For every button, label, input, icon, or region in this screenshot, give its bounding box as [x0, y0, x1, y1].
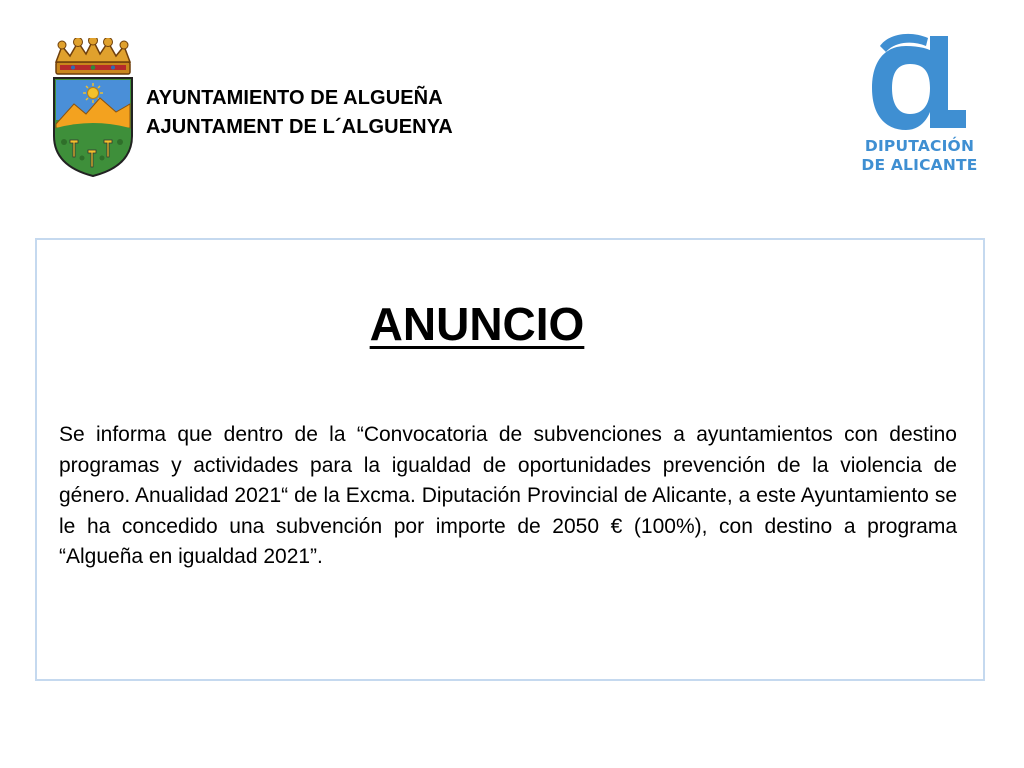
diputacion-a-logo-icon [866, 30, 966, 135]
org-name-spanish: AYUNTAMIENTO DE ALGUEÑA [146, 87, 443, 109]
diputacion-logo-line1: DIPUTACIÓN [864, 137, 975, 155]
diputacion-logo-line2: DE ALICANTE [861, 156, 978, 174]
shield-icon [54, 78, 132, 176]
crown-icon [56, 38, 130, 74]
diputacion-logo [852, 30, 987, 180]
org-name-valencian: AJUNTAMENT DE L´ALGUENYA [146, 116, 453, 138]
notice-title: ANUNCIO [369, 298, 585, 350]
organization-name [146, 84, 453, 142]
coat-of-arms-icon [48, 38, 138, 178]
notice-box [35, 238, 985, 681]
notice-body: Se informa que dentro de la “Convocatoria de subvenciones a ayuntamientos con destino programas y actividades para la igualdad de oportunidades prevención de la violencia de género. Anualidad 2021“ de la Excma. Diputación Provincial de Alicante, a este Ayuntamiento se le ha concedido una subvención por importe de 2050 € (100%), con destino a programa “Algueña en igualdad 2021”. [59, 423, 957, 568]
diputacion-logo-text [852, 137, 987, 175]
